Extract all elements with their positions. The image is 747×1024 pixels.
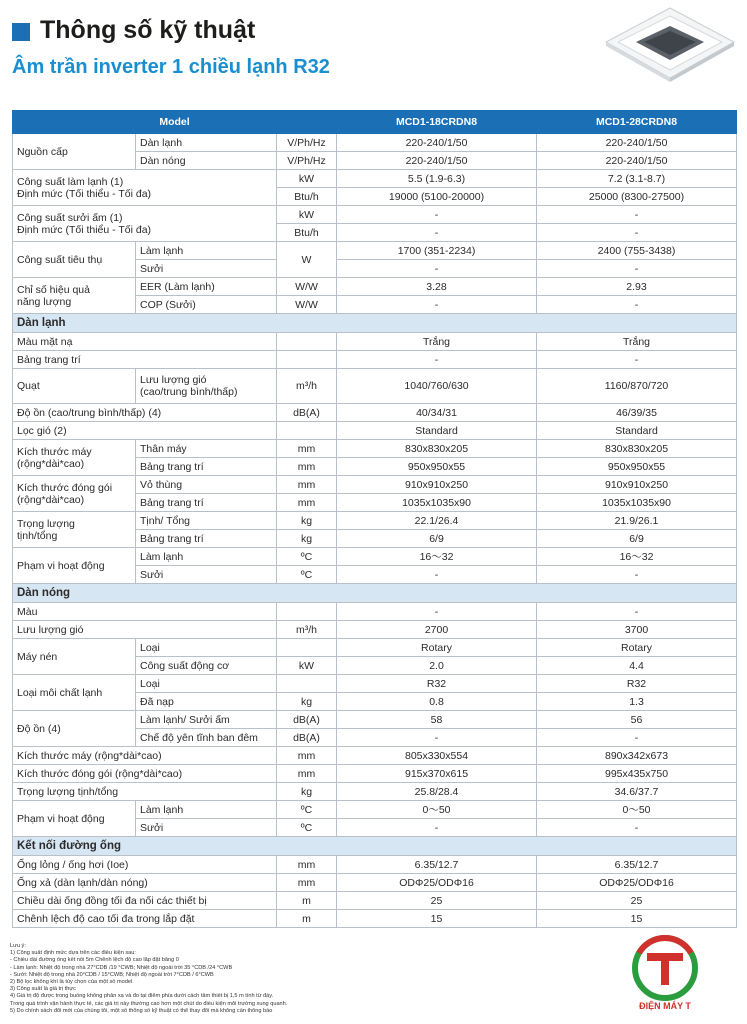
model-1-value: 6/9 [337, 530, 537, 548]
table-row [13, 892, 737, 910]
row-sublabel: Bảng trang trí [136, 494, 277, 512]
row-sublabel: Làm lạnh [136, 242, 277, 260]
row-label: Nguồn cấp [13, 134, 136, 170]
row-label: Công suất tiêu thụ [13, 242, 136, 278]
table-row [13, 548, 737, 566]
row-label: Kích thước đóng gói (rộng*dài*cao) [13, 765, 277, 783]
row-sublabel: Lưu lượng gió (cao/trung bình/thấp) [136, 369, 277, 404]
model-1-value: 2.0 [337, 657, 537, 675]
row-sublabel: Sưởi [136, 566, 277, 584]
row-unit [277, 422, 337, 440]
row-sublabel: Dàn lạnh [136, 134, 277, 152]
model-2-value: 25 [537, 892, 737, 910]
section-row [13, 584, 737, 603]
table-row [13, 783, 737, 801]
row-label: Kích thước máy (rộng*dài*cao) [13, 747, 277, 765]
footnote-line: 4) Giá trị độ được trong buồng không phản xạ và đo tại điểm phía dưới cách tâm thiết bị 1,5 m tính từ đáy. [10, 993, 274, 1000]
table-row [13, 440, 737, 458]
row-unit: ºC [277, 801, 337, 819]
model-1-value: 220-240/1/50 [337, 152, 537, 170]
footnote-line: 1) Công suất định mức dựa trên các điều kiện sau: [10, 950, 136, 957]
model-2-value: - [537, 729, 737, 747]
row-label: Chênh lệch độ cao tối đa trong lắp đặt [13, 910, 277, 928]
model-1-value: Trắng [337, 333, 537, 351]
model-2-value: 220-240/1/50 [537, 152, 737, 170]
section-row [13, 314, 737, 333]
row-label: Công suất sưởi ấm (1) Định mức (Tối thiểu - Tối đa) [13, 206, 277, 242]
row-label: Máy nén [13, 639, 136, 675]
row-unit [277, 675, 337, 693]
model-1-value: 950x950x55 [337, 458, 537, 476]
row-unit: kg [277, 530, 337, 548]
model-1-value: - [337, 603, 537, 621]
model-1-value: 830x830x205 [337, 440, 537, 458]
row-sublabel: Làm lạnh/ Sưởi ấm [136, 711, 277, 729]
table-row [13, 278, 737, 296]
section-row [13, 837, 737, 856]
row-label: Quạt [13, 369, 136, 404]
table-row [13, 134, 737, 152]
footnote-line: - Làm lạnh: Nhiệt độ trong nhà 27°CDB /19 °CWB; Nhiệt độ ngoài trời 35 °CDB /24 °CWB [10, 964, 233, 971]
row-unit: W/W [277, 278, 337, 296]
model-2-value: 995x435x750 [537, 765, 737, 783]
model-2-value: 46/39/35 [537, 404, 737, 422]
row-label: Trọng lượng tịnh/tổng [13, 512, 136, 548]
row-label: Màu [13, 603, 277, 621]
model-2-value: - [537, 351, 737, 369]
footnotes [10, 943, 610, 1015]
row-sublabel: Làm lạnh [136, 548, 277, 566]
row-sublabel: Loại [136, 639, 277, 657]
row-unit: mm [277, 747, 337, 765]
model-2-value: Standard [537, 422, 737, 440]
model-2-value: Rotary [537, 639, 737, 657]
title-square-icon [12, 23, 30, 41]
table-row [13, 675, 737, 693]
model-1-value: 220-240/1/50 [337, 134, 537, 152]
footnote-line: 3) Công suất là giá trị thực [10, 986, 76, 993]
row-unit [277, 333, 337, 351]
row-sublabel: Chế độ yên tĩnh ban đêm [136, 729, 277, 747]
row-unit: Btu/h [277, 188, 337, 206]
section-title: Dàn nóng [13, 584, 737, 603]
model-2-value: 830x830x205 [537, 440, 737, 458]
model-2-value: - [537, 566, 737, 584]
model-1-value: ODΦ25/ODΦ16 [337, 874, 537, 892]
model-1-value: 1040/760/630 [337, 369, 537, 404]
model-2-value: 15 [537, 910, 737, 928]
row-unit: mm [277, 874, 337, 892]
row-unit: mm [277, 458, 337, 476]
row-sublabel: EER (Làm lạnh) [136, 278, 277, 296]
row-unit [277, 603, 337, 621]
table-row [13, 242, 737, 260]
model-2-value: 220-240/1/50 [537, 134, 737, 152]
model-2-value: Trắng [537, 333, 737, 351]
model-1-value: - [337, 206, 537, 224]
section-title: Dàn lạnh [13, 314, 737, 333]
table-row [13, 170, 737, 188]
spec-table [12, 110, 737, 928]
model-1-value: 3.28 [337, 278, 537, 296]
footnote-line: 2) Bộ lọc không khí là tùy chọn của một số model [10, 979, 133, 986]
footnote-line: - Sưởi: Nhiệt độ trong nhà 20°CDB / 15°CWB; Nhiệt độ ngoài trời 7°CDB / 6°CWB [10, 971, 214, 978]
logo-brand-text: ĐIỆN MÁY T [639, 1001, 691, 1011]
model-1-value: 2700 [337, 621, 537, 639]
row-label: Công suất làm lạnh (1) Định mức (Tối thiểu - Tối đa) [13, 170, 277, 206]
row-unit: mm [277, 476, 337, 494]
table-row [13, 910, 737, 928]
model-name: MCD1-18CRDN8 [337, 111, 537, 134]
row-unit: kg [277, 693, 337, 711]
model-2-value: - [537, 224, 737, 242]
table-row [13, 333, 737, 351]
table-row [13, 856, 737, 874]
row-label: Lưu lượng gió [13, 621, 277, 639]
model-1-value: 910x910x250 [337, 476, 537, 494]
model-2-value: 1035x1035x90 [537, 494, 737, 512]
row-unit: kW [277, 170, 337, 188]
row-label: Độ ồn (4) [13, 711, 136, 747]
model-2-value: - [537, 260, 737, 278]
model-1-value: - [337, 296, 537, 314]
model-2-value: 34.6/37.7 [537, 783, 737, 801]
model-1-value: 6.35/12.7 [337, 856, 537, 874]
row-unit: m³/h [277, 369, 337, 404]
row-label: Kích thước đóng gói (rộng*dài*cao) [13, 476, 136, 512]
row-sublabel: Loại [136, 675, 277, 693]
row-unit: mm [277, 440, 337, 458]
row-label: Bảng trang trí [13, 351, 277, 369]
row-unit: ºC [277, 819, 337, 837]
model-2-value: 4.4 [537, 657, 737, 675]
table-header-row [13, 111, 737, 134]
row-label: Ống lỏng / ống hơi (Ioe) [13, 856, 277, 874]
row-sublabel: Bảng trang trí [136, 530, 277, 548]
row-unit: kW [277, 206, 337, 224]
model-1-value: - [337, 566, 537, 584]
model-2-value: - [537, 819, 737, 837]
model-2-value: - [537, 603, 737, 621]
model-2-value: 6/9 [537, 530, 737, 548]
model-2-value: 16～32 [537, 548, 737, 566]
row-sublabel: COP (Sưởi) [136, 296, 277, 314]
row-unit: V/Ph/Hz [277, 134, 337, 152]
model-2-value: 950x950x55 [537, 458, 737, 476]
model-2-value: 1.3 [537, 693, 737, 711]
model-2-value: 1160/870/720 [537, 369, 737, 404]
model-1-value: - [337, 224, 537, 242]
table-row [13, 711, 737, 729]
table-row [13, 603, 737, 621]
row-unit: kg [277, 783, 337, 801]
model-1-value: 22.1/26.4 [337, 512, 537, 530]
row-unit: kW [277, 657, 337, 675]
row-sublabel: Dàn nóng [136, 152, 277, 170]
table-row [13, 206, 737, 224]
model-2-value: 21.9/26.1 [537, 512, 737, 530]
model-2-value: 2400 (755-3438) [537, 242, 737, 260]
row-unit: mm [277, 494, 337, 512]
footnote-line: 5) Do chính sách đổi mới của chúng tôi, một số thông số kỹ thuật có thể thay đổi mà không cần thông báo [10, 1007, 273, 1014]
model-2-value: ODΦ25/ODΦ16 [537, 874, 737, 892]
row-unit: m³/h [277, 621, 337, 639]
row-label: Lọc gió (2) [13, 422, 277, 440]
row-sublabel: Sưởi [136, 819, 277, 837]
model-1-value: 16～32 [337, 548, 537, 566]
row-sublabel: Đã nạp [136, 693, 277, 711]
model-1-value: - [337, 729, 537, 747]
row-sublabel: Tịnh/ Tổng [136, 512, 277, 530]
row-label: Độ ồn (cao/trung bình/thấp) (4) [13, 404, 277, 422]
table-row [13, 747, 737, 765]
model-2-value: 7.2 (3.1-8.7) [537, 170, 737, 188]
model-1-value: - [337, 260, 537, 278]
row-label: Chiều dài ống đồng tối đa nối các thiết bị [13, 892, 277, 910]
row-label: Phạm vi hoạt động [13, 801, 136, 837]
ceiling-cassette-unit-icon [600, 2, 740, 84]
model-2-value: 2.93 [537, 278, 737, 296]
model-1-value: 5.5 (1.9-6.3) [337, 170, 537, 188]
row-label: Ống xả (dàn lạnh/dàn nóng) [13, 874, 277, 892]
section-title: Kết nối đường ống [13, 837, 737, 856]
model-1-value: 25.8/28.4 [337, 783, 537, 801]
model-1-value: - [337, 351, 537, 369]
model-1-value: 0～50 [337, 801, 537, 819]
model-2-value: 56 [537, 711, 737, 729]
table-row [13, 639, 737, 657]
row-unit: Btu/h [277, 224, 337, 242]
row-unit: dB(A) [277, 729, 337, 747]
row-unit: mm [277, 765, 337, 783]
model-1-value: 15 [337, 910, 537, 928]
table-row [13, 476, 737, 494]
model-1-value: 58 [337, 711, 537, 729]
table-row [13, 422, 737, 440]
model-2-value: 890x342x673 [537, 747, 737, 765]
model-1-value: 19000 (5100-20000) [337, 188, 537, 206]
dien-may-t-logo-icon [620, 935, 710, 1001]
model-1-value: 25 [337, 892, 537, 910]
row-label: Chỉ số hiệu quả năng lượng [13, 278, 136, 314]
table-row [13, 404, 737, 422]
model-2-value: 25000 (8300-27500) [537, 188, 737, 206]
footnote-line: - Chiều dài đường ống kết nối 5m Chênh lệch độ cao lắp đặt bằng 0 [10, 957, 179, 964]
row-label: Loại môi chất lạnh [13, 675, 136, 711]
row-unit: W/W [277, 296, 337, 314]
table-row [13, 874, 737, 892]
table-row [13, 512, 737, 530]
model-2-value: R32 [537, 675, 737, 693]
row-label: Màu mặt nạ [13, 333, 277, 351]
model-label: Model [13, 111, 337, 134]
model-1-value: 40/34/31 [337, 404, 537, 422]
model-1-value: 1035x1035x90 [337, 494, 537, 512]
model-1-value: 0.8 [337, 693, 537, 711]
model-2-value: 6.35/12.7 [537, 856, 737, 874]
model-1-value: 805x330x554 [337, 747, 537, 765]
model-1-value: R32 [337, 675, 537, 693]
row-unit: m [277, 892, 337, 910]
row-unit: dB(A) [277, 404, 337, 422]
page-subtitle: Âm trần inverter 1 chiều lạnh R32 [12, 56, 330, 78]
model-1-value: 1700 (351-2234) [337, 242, 537, 260]
row-sublabel: Công suất động cơ [136, 657, 277, 675]
table-row [13, 621, 737, 639]
brand-logo [620, 935, 710, 1020]
table-row [13, 369, 737, 404]
row-label: Kích thước máy (rộng*dài*cao) [13, 440, 136, 476]
row-unit: dB(A) [277, 711, 337, 729]
footnote-line: Trong quá trình vận hành thực tế, các giá trị này thường cao hơn một chút do điều kiện môi trường xung quanh. [10, 1000, 288, 1007]
row-unit: W [277, 242, 337, 278]
model-2-value: 3700 [537, 621, 737, 639]
page-title: Thông số kỹ thuật [40, 16, 256, 44]
model-1-value: - [337, 819, 537, 837]
row-label: Trọng lượng tịnh/tổng [13, 783, 277, 801]
row-sublabel: Thân máy [136, 440, 277, 458]
model-2-value: 0～50 [537, 801, 737, 819]
table-row [13, 801, 737, 819]
row-sublabel: Vỏ thùng [136, 476, 277, 494]
row-unit: V/Ph/Hz [277, 152, 337, 170]
model-1-value: 915x370x615 [337, 765, 537, 783]
row-unit: kg [277, 512, 337, 530]
model-1-value: Rotary [337, 639, 537, 657]
footnote-line: Lưu ý: [10, 943, 26, 949]
row-sublabel: Sưởi [136, 260, 277, 278]
row-unit: m [277, 910, 337, 928]
table-row [13, 765, 737, 783]
row-unit [277, 351, 337, 369]
row-unit [277, 639, 337, 657]
row-sublabel: Làm lạnh [136, 801, 277, 819]
row-unit: mm [277, 856, 337, 874]
model-name: MCD1-28CRDN8 [537, 111, 737, 134]
model-2-value: - [537, 206, 737, 224]
model-2-value: 910x910x250 [537, 476, 737, 494]
row-sublabel: Bảng trang trí [136, 458, 277, 476]
row-unit: ºC [277, 548, 337, 566]
model-2-value: - [537, 296, 737, 314]
row-label: Phạm vi hoạt động [13, 548, 136, 584]
row-unit: ºC [277, 566, 337, 584]
table-row [13, 351, 737, 369]
model-1-value: Standard [337, 422, 537, 440]
